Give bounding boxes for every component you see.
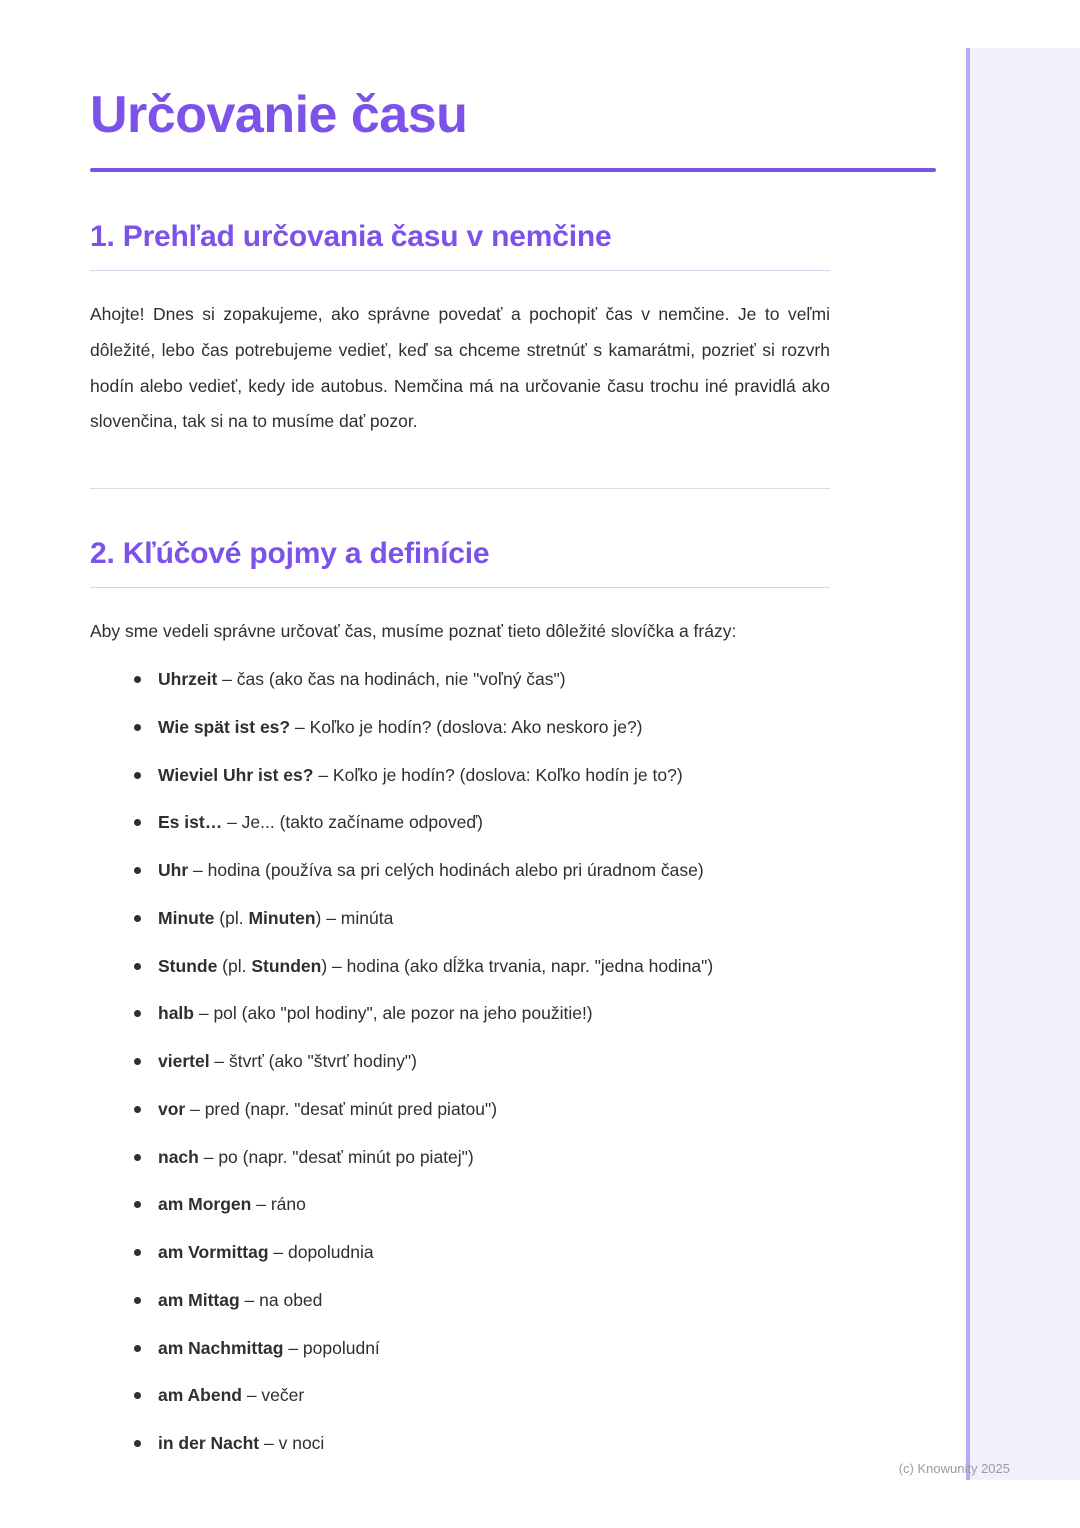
list-item [128, 1002, 928, 1025]
term-definition: – popoludní [283, 1337, 380, 1358]
term-definition-prefix: (pl. [217, 955, 252, 976]
list-item [128, 1241, 928, 1264]
term-label: vor [158, 1098, 186, 1119]
term-definition: – na obed [239, 1289, 323, 1310]
decorative-side-band [970, 48, 1080, 1480]
list-item [128, 1384, 928, 1407]
term-label: am Mittag [158, 1289, 240, 1310]
term-definition: – pol (ako "pol hodiny", ale pozor na jeho použitie!) [193, 1003, 593, 1024]
list-item [128, 907, 928, 930]
page-title: Určovanie času [90, 86, 468, 144]
term-label: Es ist… [158, 812, 223, 833]
list-item [128, 955, 928, 978]
list-item [128, 1337, 928, 1360]
term-label: Stunde [158, 955, 218, 976]
section-1-paragraph: Ahojte! Dnes si zopakujeme, ako správne povedať a pochopiť čas v nemčine. Je to veľmi dôležité, lebo čas potrebujeme vedieť, keď sa chceme stretnúť s kamarátmi, pozrieť si rozvrh hodín alebo vedieť, kedy ide autobus. Nemčina má na určovanie času trochu iné pravidlá ako slovenčina, tak si na to musíme dať pozor. [90, 303, 830, 432]
term-label: am Morgen [158, 1194, 252, 1215]
section-2-heading: 2. Kľúčové pojmy a definície [90, 537, 490, 571]
section-2-paragraph: Aby sme vedeli správne určovať čas, musíme poznať tieto dôležité slovíčka a frázy: [90, 621, 737, 642]
decorative-side-band-edge [966, 48, 970, 1480]
list-item [128, 1289, 928, 1312]
term-definition-prefix: (pl. [214, 907, 249, 928]
list-item [128, 1098, 928, 1121]
section-1-heading: 1. Prehľad určovania času v nemčine [90, 219, 612, 253]
term-definition: – pred (napr. "desať minút pred piatou") [185, 1098, 498, 1119]
list-item [128, 716, 928, 739]
term-definition: – večer [241, 1385, 305, 1406]
term-definition: – ráno [251, 1194, 306, 1215]
term-label: am Nachmittag [158, 1337, 284, 1358]
term-label: Uhr [158, 860, 189, 881]
term-definition: – Koľko je hodín? (doslova: Ako neskoro je?) [290, 716, 643, 737]
list-item [128, 811, 928, 834]
term-definition: – štvrť (ako "štvrť hodiny") [209, 1051, 417, 1072]
term-label: Minute [158, 907, 215, 928]
list-item [128, 1432, 928, 1455]
key-terms-list [90, 650, 928, 1455]
list-item [128, 859, 928, 882]
term-definition: – v noci [259, 1433, 325, 1454]
term-label: viertel [158, 1051, 210, 1072]
term-label: am Abend [158, 1385, 242, 1406]
list-item [128, 1193, 928, 1216]
term-label: in der Nacht [158, 1433, 260, 1454]
term-label: Uhrzeit [158, 669, 218, 690]
term-definition: – Je... (takto začíname odpoveď) [222, 812, 483, 833]
term-label: am Vormittag [158, 1242, 269, 1263]
term-label-plural: Minuten [248, 907, 316, 928]
term-definition: – po (napr. "desať minút po piatej") [198, 1146, 474, 1167]
term-definition: – hodina (používa sa pri celých hodinách alebo pri úradnom čase) [188, 860, 704, 881]
term-label: Wieviel Uhr ist es? [158, 764, 314, 785]
term-label: Wie spät ist es? [158, 716, 291, 737]
copyright-footer: (c) Knowunity 2025 [898, 1461, 1010, 1476]
term-label: halb [158, 1003, 194, 1024]
document-content [90, 0, 936, 1480]
term-definition: ) – hodina (ako dĺžka trvania, napr. "jedna hodina") [321, 955, 714, 976]
list-item [128, 764, 928, 787]
term-label-plural: Stunden [251, 955, 322, 976]
list-item [128, 1050, 928, 1073]
term-label: nach [158, 1146, 199, 1167]
list-item [128, 668, 928, 691]
term-definition: – čas (ako čas na hodinách, nie "voľný čas") [217, 669, 566, 690]
list-item [128, 1146, 928, 1169]
term-definition: – Koľko je hodín? (doslova: Koľko hodín je to?) [313, 764, 683, 785]
term-definition: – dopoludnia [268, 1242, 374, 1263]
term-definition: ) – minúta [315, 907, 394, 928]
